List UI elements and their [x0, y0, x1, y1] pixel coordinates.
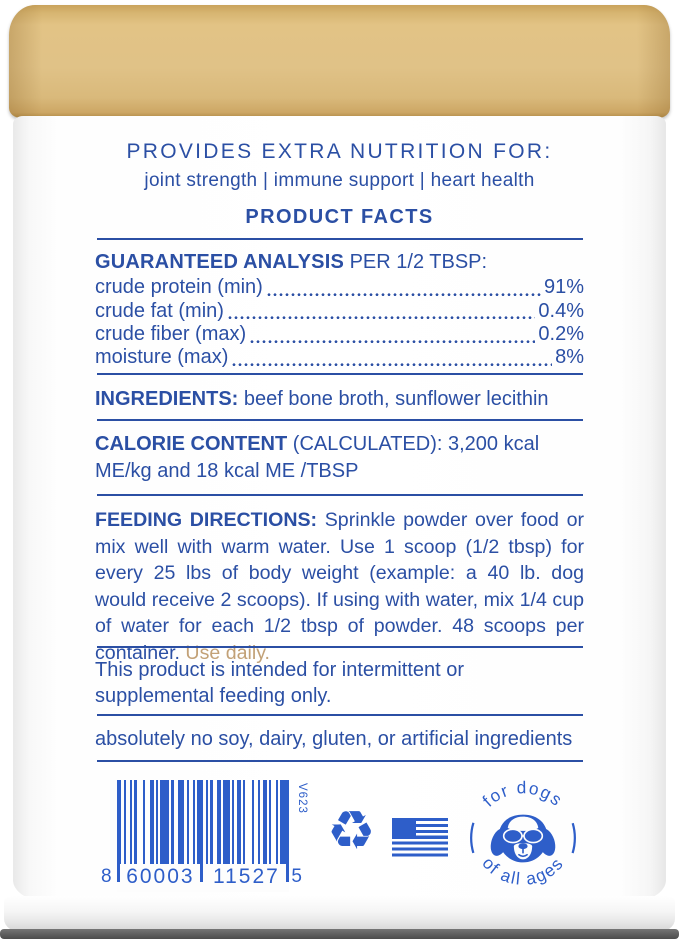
dogs-all-ages-badge [462, 777, 584, 899]
guaranteed-analysis-table [95, 276, 584, 370]
analysis-value: 8% [555, 346, 584, 369]
benefits-line: joint strength | immune support | heart health [144, 170, 535, 191]
tin-lid [9, 5, 670, 118]
divider [97, 760, 583, 762]
analysis-label: crude protein (min) [95, 276, 263, 299]
barcode-digits-group1: 60003 [126, 865, 195, 888]
analysis-value: 91% [543, 276, 584, 299]
barcode-guard [200, 780, 203, 882]
divider [97, 373, 583, 375]
analysis-value: 0.2% [538, 322, 584, 345]
divider [97, 419, 583, 421]
svg-text:for dogs [478, 777, 567, 810]
divider [97, 494, 583, 496]
analysis-label: crude fiber (max) [95, 322, 247, 345]
feeding-directions-body: Sprinkle powder over food or mix well with warm water. Use 1 scoop (1/2 tbsp) for every 25 lbs of body weight (example: a 40 lb. dog would receive 2 scoops). If using with water, mix 1/4 cup of water for each 1/2 tbsp of powder. 48 scoops per container. [95, 509, 584, 664]
ingredients-line [95, 388, 584, 411]
barcode-guard [286, 780, 289, 882]
divider [97, 238, 583, 240]
no-artificial-ingredients-note: absolutely no soy, dairy, gluten, or artificial ingredients [95, 728, 573, 750]
tin-base-shadow [0, 929, 679, 939]
guaranteed-analysis-heading [95, 251, 584, 274]
analysis-label: moisture (max) [95, 346, 229, 369]
calorie-content-value: (CALCULATED): 3,200 kcal ME/kg and 18 kcal ME /TBSP [95, 433, 540, 482]
calorie-content-label: CALORIE CONTENT [95, 433, 288, 455]
divider [97, 714, 583, 716]
barcode-digits-group2: 11527 [212, 865, 280, 888]
us-flag-canton [392, 818, 416, 838]
guaranteed-analysis-heading-rest: PER 1/2 TBSP: [349, 251, 488, 273]
ingredients-value: beef bone broth, sunflower lecithin [243, 388, 549, 410]
barcode-digit-band [117, 864, 289, 892]
dot-leader [231, 346, 552, 369]
badge-top-text: for dogs [478, 777, 568, 811]
feeding-directions [95, 507, 584, 667]
analysis-row [95, 299, 584, 322]
us-flag-icon [392, 818, 448, 857]
barcode-right-digit: 5 [291, 866, 302, 887]
ingredients-label: INGREDIENTS: [95, 388, 239, 410]
analysis-row [95, 276, 584, 299]
dot-leader [266, 276, 541, 299]
badge-bottom-text: of all ages [478, 852, 568, 889]
barcode-left-digit: 8 [101, 866, 112, 887]
recycle-icon: ♻ [327, 799, 376, 862]
supplemental-feeding-disclaimer: This product is intended for intermittent or supplemental feeding only. [95, 659, 465, 707]
analysis-value: 0.4% [538, 299, 584, 322]
dot-leader [249, 323, 535, 346]
provides-heading: PROVIDES EXTRA NUTRITION FOR: [126, 140, 553, 163]
divider [97, 646, 583, 648]
feeding-directions-label: FEEDING DIRECTIONS: [95, 509, 318, 531]
guaranteed-analysis-heading-bold: GUARANTEED ANALYSIS [95, 251, 345, 273]
dot-leader [227, 299, 535, 322]
product-facts-title: PRODUCT FACTS [245, 206, 434, 228]
dog-with-sunglasses-icon [487, 815, 558, 863]
analysis-row [95, 346, 584, 369]
use-daily-note: Use daily. [185, 641, 270, 664]
analysis-label: crude fat (min) [95, 299, 224, 322]
calorie-content-line [95, 431, 584, 484]
barcode-bars [117, 780, 289, 866]
analysis-row [95, 323, 584, 346]
barcode-side-code: V623 [296, 783, 308, 814]
tin-base [4, 896, 675, 933]
barcode-guard [117, 780, 120, 882]
barcode [95, 780, 310, 894]
